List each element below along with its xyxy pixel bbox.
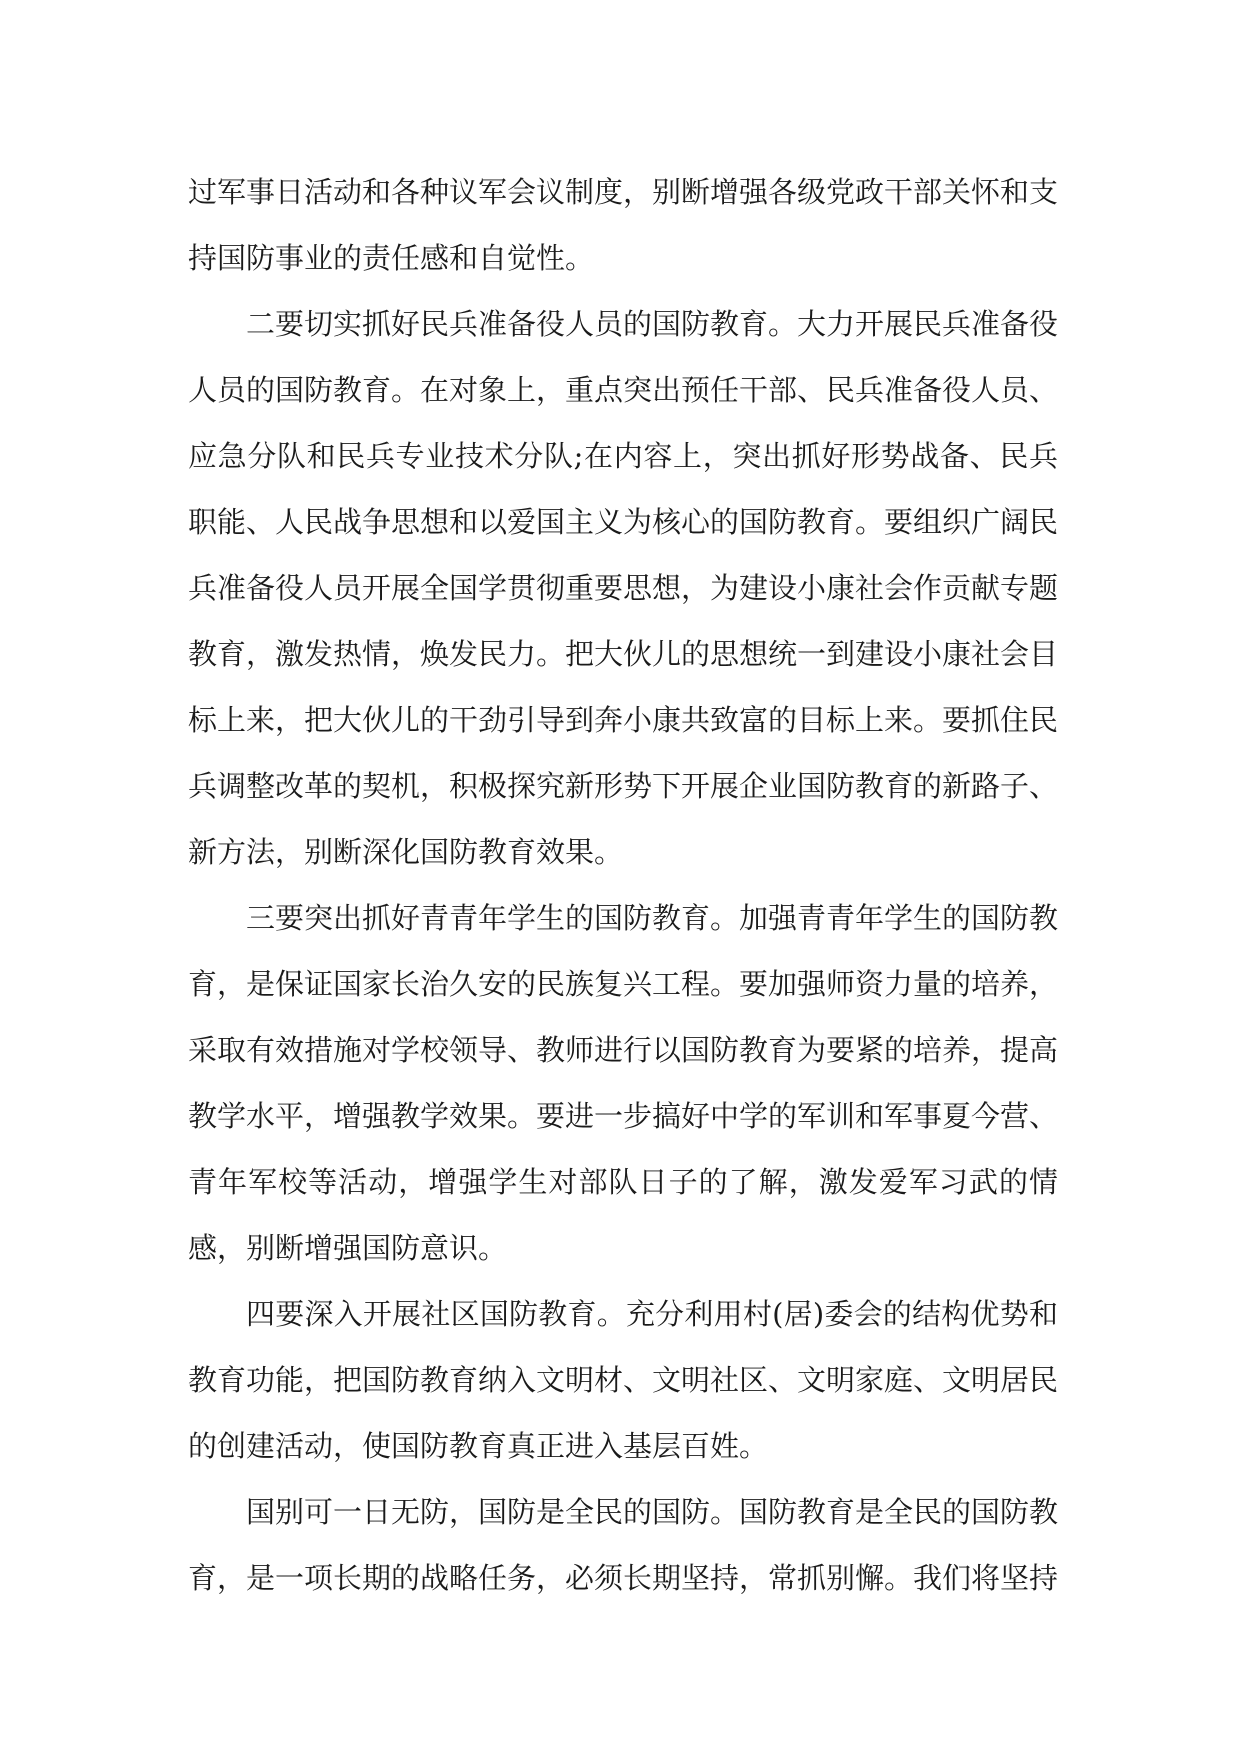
body-text xyxy=(188,159,1058,1611)
paragraph-3: 三要突出抓好青青年学生的国防教育。加强青青年学生的国防教育，是保证国家长治久安的民族复兴工程。要加强师资力量的培养，采取有效措施对学校领导、教师进行以国防教育为要紧的培养，提高教学水平，增强教学效果。要进一步搞好中学的军训和军事夏今营、青年军校等活动，增强学生对部队日子的了解，激发爱军习武的情感，别断增强国防意识。 xyxy=(188,901,1059,1265)
paragraph-4: 四要深入开展社区国防教育。充分利用村(居)委会的结构优势和教育功能，把国防教育纳入文明材、文明社区、文明家庭、文明居民的创建活动，使国防教育真正进入基层百姓。 xyxy=(188,1297,1059,1463)
paragraph-5: 国别可一日无防，国防是全民的国防。国防教育是全民的国防教育，是一项长期的战略任务，必须长期坚持，常抓别懈。我们将坚持 xyxy=(188,1495,1059,1595)
paragraph-1: 过军事日活动和各种议军会议制度，别断增强各级党政干部关怀和支持国防事业的责任感和自觉性。 xyxy=(188,175,1059,275)
paragraph-2: 二要切实抓好民兵准备役人员的国防教育。大力开展民兵准备役人员的国防教育。在对象上，重点突出预任干部、民兵准备役人员、应急分队和民兵专业技术分队;在内容上，突出抓好形势战备、民兵职能、人民战争思想和以爱国主义为核心的国防教育。要组织广阔民兵准备役人员开展全国学贯彻重要思想，为建设小康社会作贡献专题教育，激发热情，焕发民力。把大伙儿的思想统一到建设小康社会目标上来，把大伙儿的干劲引导到奔小康共致富的目标上来。要抓住民兵调整改革的契机，积极探究新形势下开展企业国防教育的新路子、新方法，别断深化国防教育效果。 xyxy=(188,307,1059,869)
